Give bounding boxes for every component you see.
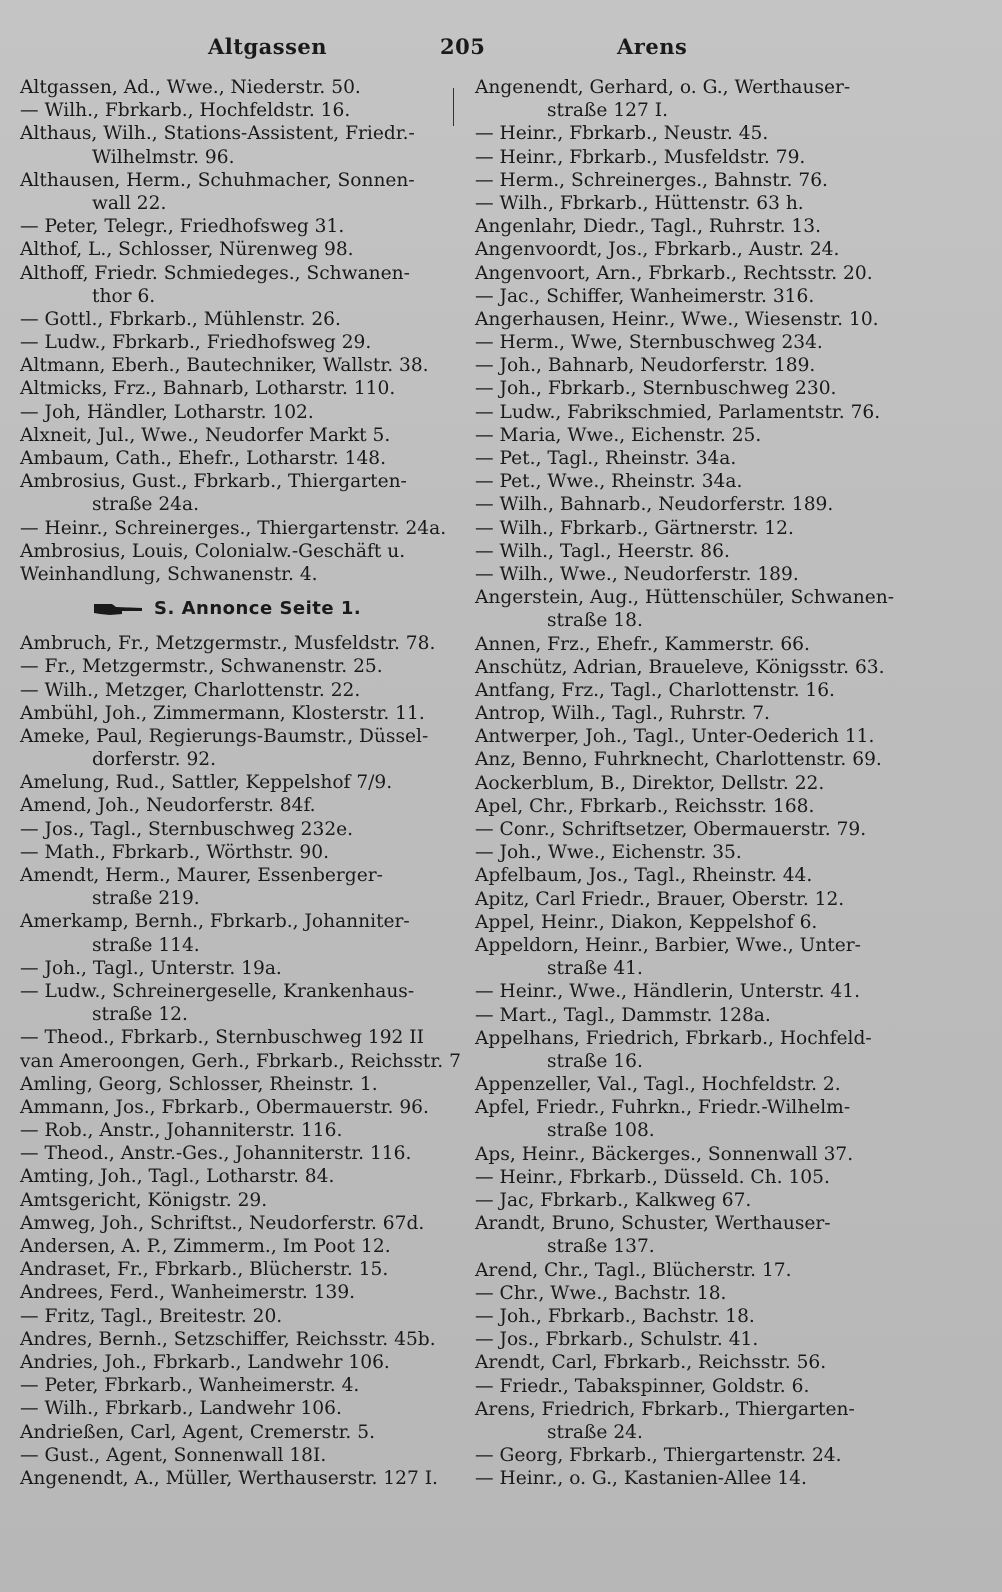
directory-entry-line: — Rob., Anstr., Johanniterstr. 116. [20, 1120, 343, 1142]
directory-entry-line: Aockerblum, B., Direktor, Dellstr. 22. [475, 772, 825, 794]
directory-entry-line: Anz, Benno, Fuhrknecht, Charlottenstr. 69. [475, 749, 882, 771]
directory-entry-line: Althaus, Wilh., Stations-Assistent, Friedr.- [20, 123, 415, 145]
directory-entry-line: Amtsgericht, Königstr. 29. [20, 1189, 268, 1211]
directory-entry-line: — Heinr., Wwe., Händlerin, Unterstr. 41. [475, 981, 861, 1003]
directory-entry-line: — Friedr., Tabakspinner, Goldstr. 6. [475, 1375, 810, 1397]
directory-entry-line: Apitz, Carl Friedr., Brauer, Oberstr. 12. [475, 888, 845, 910]
directory-entry-line: straße 219. [92, 888, 200, 910]
directory-entry-line: van Ameroongen, Gerh., Fbrkarb., Reichsstr. 7 [20, 1050, 461, 1072]
directory-entry-line: Altmicks, Frz., Bahnarb, Lotharstr. 110. [20, 378, 396, 400]
directory-entry-line: — Theod., Anstr.-Ges., Johanniterstr. 116. [20, 1143, 412, 1165]
directory-entry-line: — Wilh., Tagl., Heerstr. 86. [475, 540, 730, 562]
directory-entry-line: — Georg, Fbrkarb., Thiergartenstr. 24. [475, 1445, 842, 1467]
directory-entry-line: Althausen, Herm., Schuhmacher, Sonnen- [20, 169, 415, 191]
directory-entry-line: — Wilh., Fbrkarb., Hochfeldstr. 16. [20, 100, 351, 122]
directory-entry-line: — Wilh., Wwe., Neudorferstr. 189. [475, 563, 799, 585]
directory-entry-line: — Joh, Händler, Lotharstr. 102. [20, 401, 314, 423]
directory-entry-line: straße 24a. [92, 494, 199, 516]
directory-entry-line: Amendt, Herm., Maurer, Essenberger- [20, 865, 383, 886]
directory-entry-line: — Heinr., Fbrkarb., Neustr. 45. [475, 123, 769, 145]
directory-entry-line: Angenvoort, Arn., Fbrkarb., Rechtsstr. 20. [475, 262, 873, 284]
directory-entry-line: Antrop, Wilh., Tagl., Ruhrstr. 7. [475, 703, 770, 725]
directory-entry-line: — Gust., Agent, Sonnenwall 18I. [20, 1444, 327, 1466]
directory-entry-line: Appelhans, Friedrich, Fbrkarb., Hochfeld- [475, 1027, 872, 1049]
directory-entry-line: — Pet., Wwe., Rheinstr. 34a. [475, 471, 743, 493]
directory-entry-line: Angenendt, Gerhard, o. G., Werthauser- [475, 77, 851, 98]
directory-entry-line: — Heinr., Fbrkarb., Düsseld. Ch. 105. [475, 1166, 830, 1188]
directory-entry-line: — Peter, Telegr., Friedhofsweg 31. [20, 216, 345, 238]
directory-entry-line: — Joh., Fbrkarb., Sternbuschweg 230. [475, 378, 837, 400]
directory-entry-line: — Joh., Wwe., Eichenstr. 35. [475, 842, 742, 864]
annonce-reference [20, 586, 445, 632]
directory-entry-line: Weinhandlung, Schwanenstr. 4. [20, 563, 318, 585]
directory-entry-line: Altgassen, Ad., Wwe., Niederstr. 50. [20, 77, 361, 98]
directory-entry-line: — Mart., Tagl., Dammstr. 128a. [475, 1004, 771, 1026]
directory-entry-line: — Heinr., Fbrkarb., Musfeldstr. 79. [475, 146, 806, 168]
directory-entry-line: — Fritz, Tagl., Breitestr. 20. [20, 1305, 283, 1327]
directory-entry-line: Angerstein, Aug., Hüttenschüler, Schwanen- [475, 587, 894, 609]
header-last-entry: Arens [617, 34, 688, 59]
directory-entry-line: — Jos., Tagl., Sternbuschweg 232e. [20, 818, 354, 840]
directory-entry-line: Altmann, Eberh., Bautechniker, Wallstr. 38. [20, 355, 429, 377]
directory-entry-line: thor 6. [92, 285, 156, 307]
directory-entry-line: Ammann, Jos., Fbrkarb., Obermauerstr. 96. [20, 1096, 429, 1118]
directory-entry-line: Ambrosius, Louis, Colonialw.-Geschäft u. [20, 540, 406, 562]
directory-entry-line: Anschütz, Adrian, Braueleve, Königsstr. 63. [475, 656, 885, 678]
directory-entry-line: Appel, Heinr., Diakon, Keppelshof 6. [475, 911, 818, 933]
directory-entry-line: — Joh., Fbrkarb., Bachstr. 18. [475, 1305, 755, 1327]
directory-entry-line: — Wilh., Fbrkarb., Hüttenstr. 63 h. [475, 192, 804, 214]
directory-entry-line: Angenvoordt, Jos., Fbrkarb., Austr. 24. [475, 239, 840, 261]
directory-entry-line: — Fr., Metzgermstr., Schwanenstr. 25. [20, 656, 383, 678]
directory-entry-line: Apfelbaum, Jos., Tagl., Rheinstr. 44. [475, 865, 813, 887]
directory-entry-line: — Theod., Fbrkarb., Sternbuschweg 192 II [20, 1027, 424, 1049]
directory-entry-line: Andrießen, Carl, Agent, Cremerstr. 5. [20, 1421, 375, 1443]
directory-entry-line: Ameke, Paul, Regierungs-Baumstr., Düssel- [20, 725, 429, 747]
directory-entry-line: straße 108. [547, 1120, 655, 1142]
directory-entry-line: dorferstr. 92. [92, 749, 217, 771]
directory-entry-line: Apfel, Friedr., Fuhrkn., Friedr.-Wilhelm- [475, 1097, 851, 1119]
right-column [475, 76, 985, 1490]
directory-entry-line: Ambruch, Fr., Metzgermstr., Musfeldstr. 78. [20, 633, 436, 655]
directory-entry-line: — Ludw., Fbrkarb., Friedhofsweg 29. [20, 332, 372, 354]
directory-entry-line: Angenendt, A., Müller, Werthauserstr. 127 I. [20, 1467, 438, 1489]
column-divider [453, 88, 454, 126]
directory-entry-line: Apel, Chr., Fbrkarb., Reichsstr. 168. [475, 795, 815, 817]
directory-entry-line: straße 41. [547, 958, 643, 980]
directory-entry-line: wall 22. [92, 192, 167, 214]
directory-entry-line: straße 24. [547, 1421, 643, 1443]
directory-entry-line: Arendt, Carl, Fbrkarb., Reichsstr. 56. [475, 1352, 827, 1374]
directory-entry-line: Amelung, Rud., Sattler, Keppelshof 7/9. [20, 772, 393, 794]
directory-entry-line: Amling, Georg, Schlosser, Rheinstr. 1. [20, 1073, 378, 1095]
directory-entry-line: — Jac., Schiffer, Wanheimerstr. 316. [475, 285, 815, 307]
directory-entry-line: Amting, Joh., Tagl., Lotharstr. 84. [20, 1166, 335, 1188]
directory-entry-line: — Heinr., o. G., Kastanien-Allee 14. [475, 1468, 807, 1490]
directory-entry-line: Ambaum, Cath., Ehefr., Lotharstr. 148. [20, 448, 387, 469]
directory-entry-line: — Wilh., Metzger, Charlottenstr. 22. [20, 679, 361, 701]
directory-entry-line: — Peter, Fbrkarb., Wanheimerstr. 4. [20, 1375, 360, 1397]
directory-entry-line: Althof, L., Schlosser, Nürenweg 98. [20, 239, 354, 261]
pointing-hand-icon [92, 601, 144, 617]
directory-entry-line: — Chr., Wwe., Bachstr. 18. [475, 1282, 727, 1304]
directory-entry-line: Andraset, Fr., Fbrkarb., Blücherstr. 15. [20, 1259, 389, 1281]
directory-entry-line: — Math., Fbrkarb., Wörthstr. 90. [20, 841, 330, 863]
directory-entry-line: Angerhausen, Heinr., Wwe., Wiesenstr. 10. [475, 308, 879, 330]
directory-entry-line: — Jac, Fbrkarb., Kalkweg 67. [475, 1190, 752, 1211]
directory-entry-line: straße 137. [547, 1236, 655, 1258]
directory-entry-line: Aps, Heinr., Bäckerges., Sonnenwall 37. [475, 1143, 854, 1165]
directory-entry-line: Angenlahr, Diedr., Tagl., Ruhrstr. 13. [475, 216, 822, 238]
directory-entry-line: straße 114. [92, 934, 200, 956]
page-header [0, 30, 1002, 64]
directory-entry-line: — Ludw., Schreinergeselle, Krankenhaus- [20, 980, 415, 1002]
directory-entry-line: — Herm., Wwe, Sternbuschweg 234. [475, 332, 823, 354]
directory-entry-line: Amerkamp, Bernh., Fbrkarb., Johanniter- [20, 911, 410, 933]
directory-entry-line: — Joh., Bahnarb, Neudorferstr. 189. [475, 355, 816, 377]
directory-entry-line: Andries, Joh., Fbrkarb., Landwehr 106. [20, 1351, 390, 1373]
directory-entry-line: — Wilh., Fbrkarb., Gärtnerstr. 12. [475, 517, 794, 539]
directory-entry-line: Amweg, Joh., Schriftst., Neudorferstr. 67d. [20, 1212, 425, 1234]
directory-entry-line: — Maria, Wwe., Eichenstr. 25. [475, 424, 762, 446]
directory-entry-line: Alxneit, Jul., Wwe., Neudorfer Markt 5. [20, 424, 391, 446]
directory-entry-line: — Jos., Fbrkarb., Schulstr. 41. [475, 1329, 759, 1351]
directory-entry-line: Annen, Frz., Ehefr., Kammerstr. 66. [475, 633, 810, 655]
directory-entry-line: Arend, Chr., Tagl., Blücherstr. 17. [475, 1259, 792, 1281]
directory-entry-line: straße 18. [547, 610, 643, 632]
directory-entry-line: — Pet., Tagl., Rheinstr. 34a. [475, 448, 737, 469]
header-first-entry: Altgassen [208, 34, 328, 59]
directory-entry-line: — Ludw., Fabrikschmied, Parlamentstr. 76. [475, 401, 881, 423]
directory-entry-line: Andrees, Ferd., Wanheimerstr. 139. [20, 1282, 356, 1304]
directory-entry-line: Appenzeller, Val., Tagl., Hochfeldstr. 2. [475, 1074, 841, 1096]
directory-entry-line: Althoff, Friedr. Schmiedeges., Schwanen- [20, 262, 410, 284]
directory-entry-line: — Gottl., Fbrkarb., Mühlenstr. 26. [20, 308, 341, 330]
directory-entry-line: Ambühl, Joh., Zimmermann, Klosterstr. 11. [20, 702, 425, 724]
directory-entry-line: straße 16. [547, 1050, 643, 1072]
directory-entry-line: Antfang, Frz., Tagl., Charlottenstr. 16. [475, 679, 835, 701]
directory-entry-line: Andres, Bernh., Setzschiffer, Reichsstr. 45b. [20, 1328, 436, 1350]
directory-entry-line: Antwerper, Joh., Tagl., Unter-Oederich 11. [475, 726, 875, 748]
directory-entry-line: Ambrosius, Gust., Fbrkarb., Thiergarten- [20, 471, 407, 493]
directory-entry-line: — Conr., Schriftsetzer, Obermauerstr. 79. [475, 819, 867, 840]
directory-entry-line: — Wilh., Bahnarb., Neudorferstr. 189. [475, 494, 834, 516]
directory-entry-line: Appeldorn, Heinr., Barbier, Wwe., Unter- [475, 934, 861, 956]
directory-entry-line: — Joh., Tagl., Unterstr. 19a. [20, 957, 282, 979]
directory-entry-line: — Herm., Schreinerges., Bahnstr. 76. [475, 169, 828, 191]
directory-entry-line: straße 127 I. [547, 100, 668, 122]
directory-entry-line: Arandt, Bruno, Schuster, Werthauser- [475, 1213, 831, 1235]
directory-entry-line: Andersen, A. P., Zimmerm., Im Poot 12. [20, 1236, 391, 1257]
directory-entry-line: straße 12. [92, 1004, 188, 1026]
directory-entry-line: Amend, Joh., Neudorferstr. 84f. [20, 795, 316, 817]
directory-entry-line: — Heinr., Schreinerges., Thiergartenstr. 24a. [20, 517, 447, 539]
directory-entry-line: Wilhelmstr. 96. [92, 146, 235, 168]
directory-entry-line: — Wilh., Fbrkarb., Landwehr 106. [20, 1398, 342, 1420]
annonce-text: S. Annonce Seite 1. [154, 598, 362, 620]
directory-entry-line: Arens, Friedrich, Fbrkarb., Thiergarten- [475, 1398, 855, 1420]
left-column [20, 76, 461, 1490]
page-number: 205 [440, 34, 486, 59]
